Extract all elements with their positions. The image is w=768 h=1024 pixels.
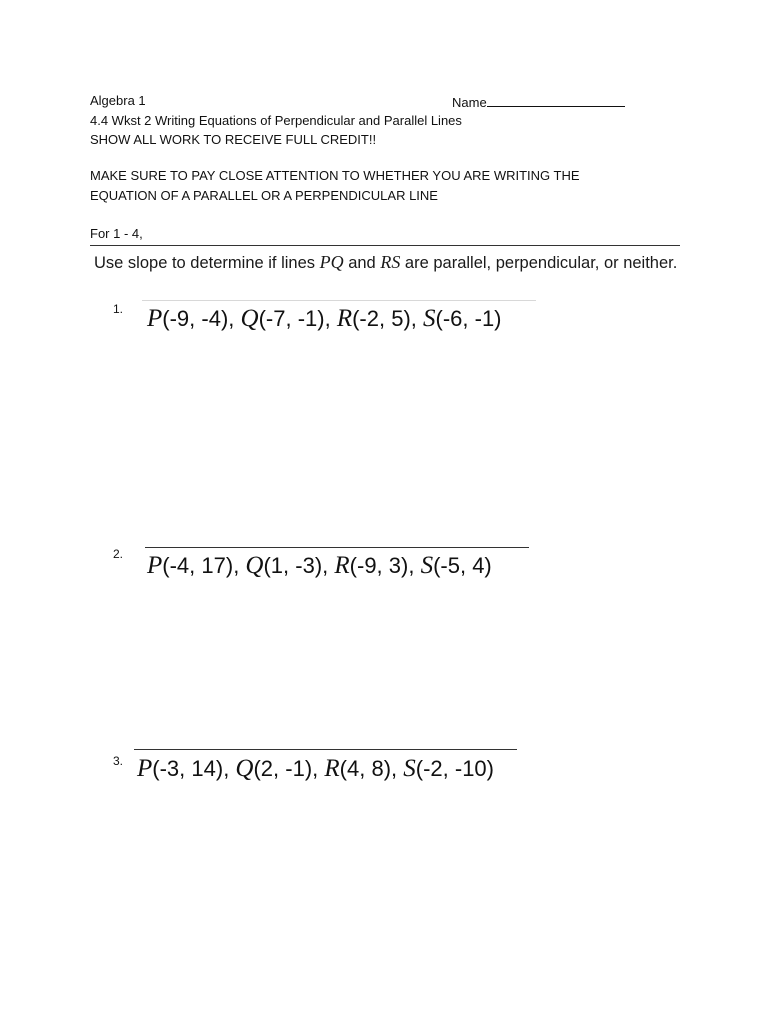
problem-points — [147, 553, 492, 579]
instruction-part-3: are parallel, perpendicular, or neither. — [400, 254, 678, 272]
line-rs-label: RS — [380, 252, 401, 272]
point-p-label: P — [147, 305, 163, 332]
point-q-coords: (-7, -1), — [258, 306, 337, 331]
problem-rule — [145, 547, 529, 548]
point-s-label: S — [420, 552, 434, 579]
name-label: Name — [452, 95, 487, 110]
show-work-note: SHOW ALL WORK TO RECEIVE FULL CREDIT!! — [90, 132, 377, 147]
point-p-coords: (-4, 17), — [162, 553, 246, 578]
point-q-label: Q — [245, 552, 264, 579]
point-s-label: S — [423, 305, 436, 332]
point-p-coords: (-3, 14), — [152, 756, 236, 781]
point-s-label: S — [403, 755, 416, 782]
point-r-label: R — [324, 755, 340, 782]
problem-number: 3. — [113, 754, 124, 768]
instruction-part-1: Use slope to determine if lines — [94, 254, 320, 272]
point-q-label: Q — [235, 755, 254, 782]
attention-line-1: MAKE SURE TO PAY CLOSE ATTENTION TO WHETHER YOU ARE WRITING THE — [90, 168, 580, 183]
problem-rule — [134, 749, 517, 750]
instruction-text — [94, 252, 677, 273]
problem-number: 2. — [113, 547, 124, 561]
for-range-label: For 1 - 4, — [90, 226, 143, 241]
problem-points — [147, 306, 502, 332]
problem-rule — [142, 300, 536, 301]
name-blank[interactable] — [487, 93, 625, 107]
instruction-top-rule — [90, 245, 680, 246]
point-p-label: P — [137, 755, 153, 782]
line-pq-label: PQ — [319, 252, 344, 272]
point-r-coords: (4, 8), — [339, 756, 404, 781]
name-field[interactable] — [452, 93, 625, 111]
point-p-label: P — [147, 552, 163, 579]
point-r-label: R — [336, 305, 353, 332]
instruction-part-2: and — [343, 254, 381, 272]
point-s-coords: (-2, -10) — [415, 756, 494, 781]
point-s-coords: (-5, 4) — [433, 553, 492, 578]
point-q-label: Q — [240, 305, 259, 332]
point-q-coords: (1, -3), — [263, 553, 335, 578]
point-p-coords: (-9, -4), — [162, 306, 241, 331]
point-r-label: R — [334, 552, 350, 579]
problem-number: 1. — [113, 302, 124, 316]
point-s-coords: (-6, -1) — [435, 306, 502, 331]
worksheet-title: 4.4 Wkst 2 Writing Equations of Perpendicular and Parallel Lines — [90, 113, 462, 128]
point-q-coords: (2, -1), — [253, 756, 325, 781]
point-r-coords: (-2, 5), — [352, 306, 423, 331]
attention-line-2: EQUATION OF A PARALLEL OR A PERPENDICULAR LINE — [90, 188, 438, 203]
course-label: Algebra 1 — [90, 93, 146, 108]
problem-points — [137, 756, 494, 782]
point-r-coords: (-9, 3), — [349, 553, 421, 578]
